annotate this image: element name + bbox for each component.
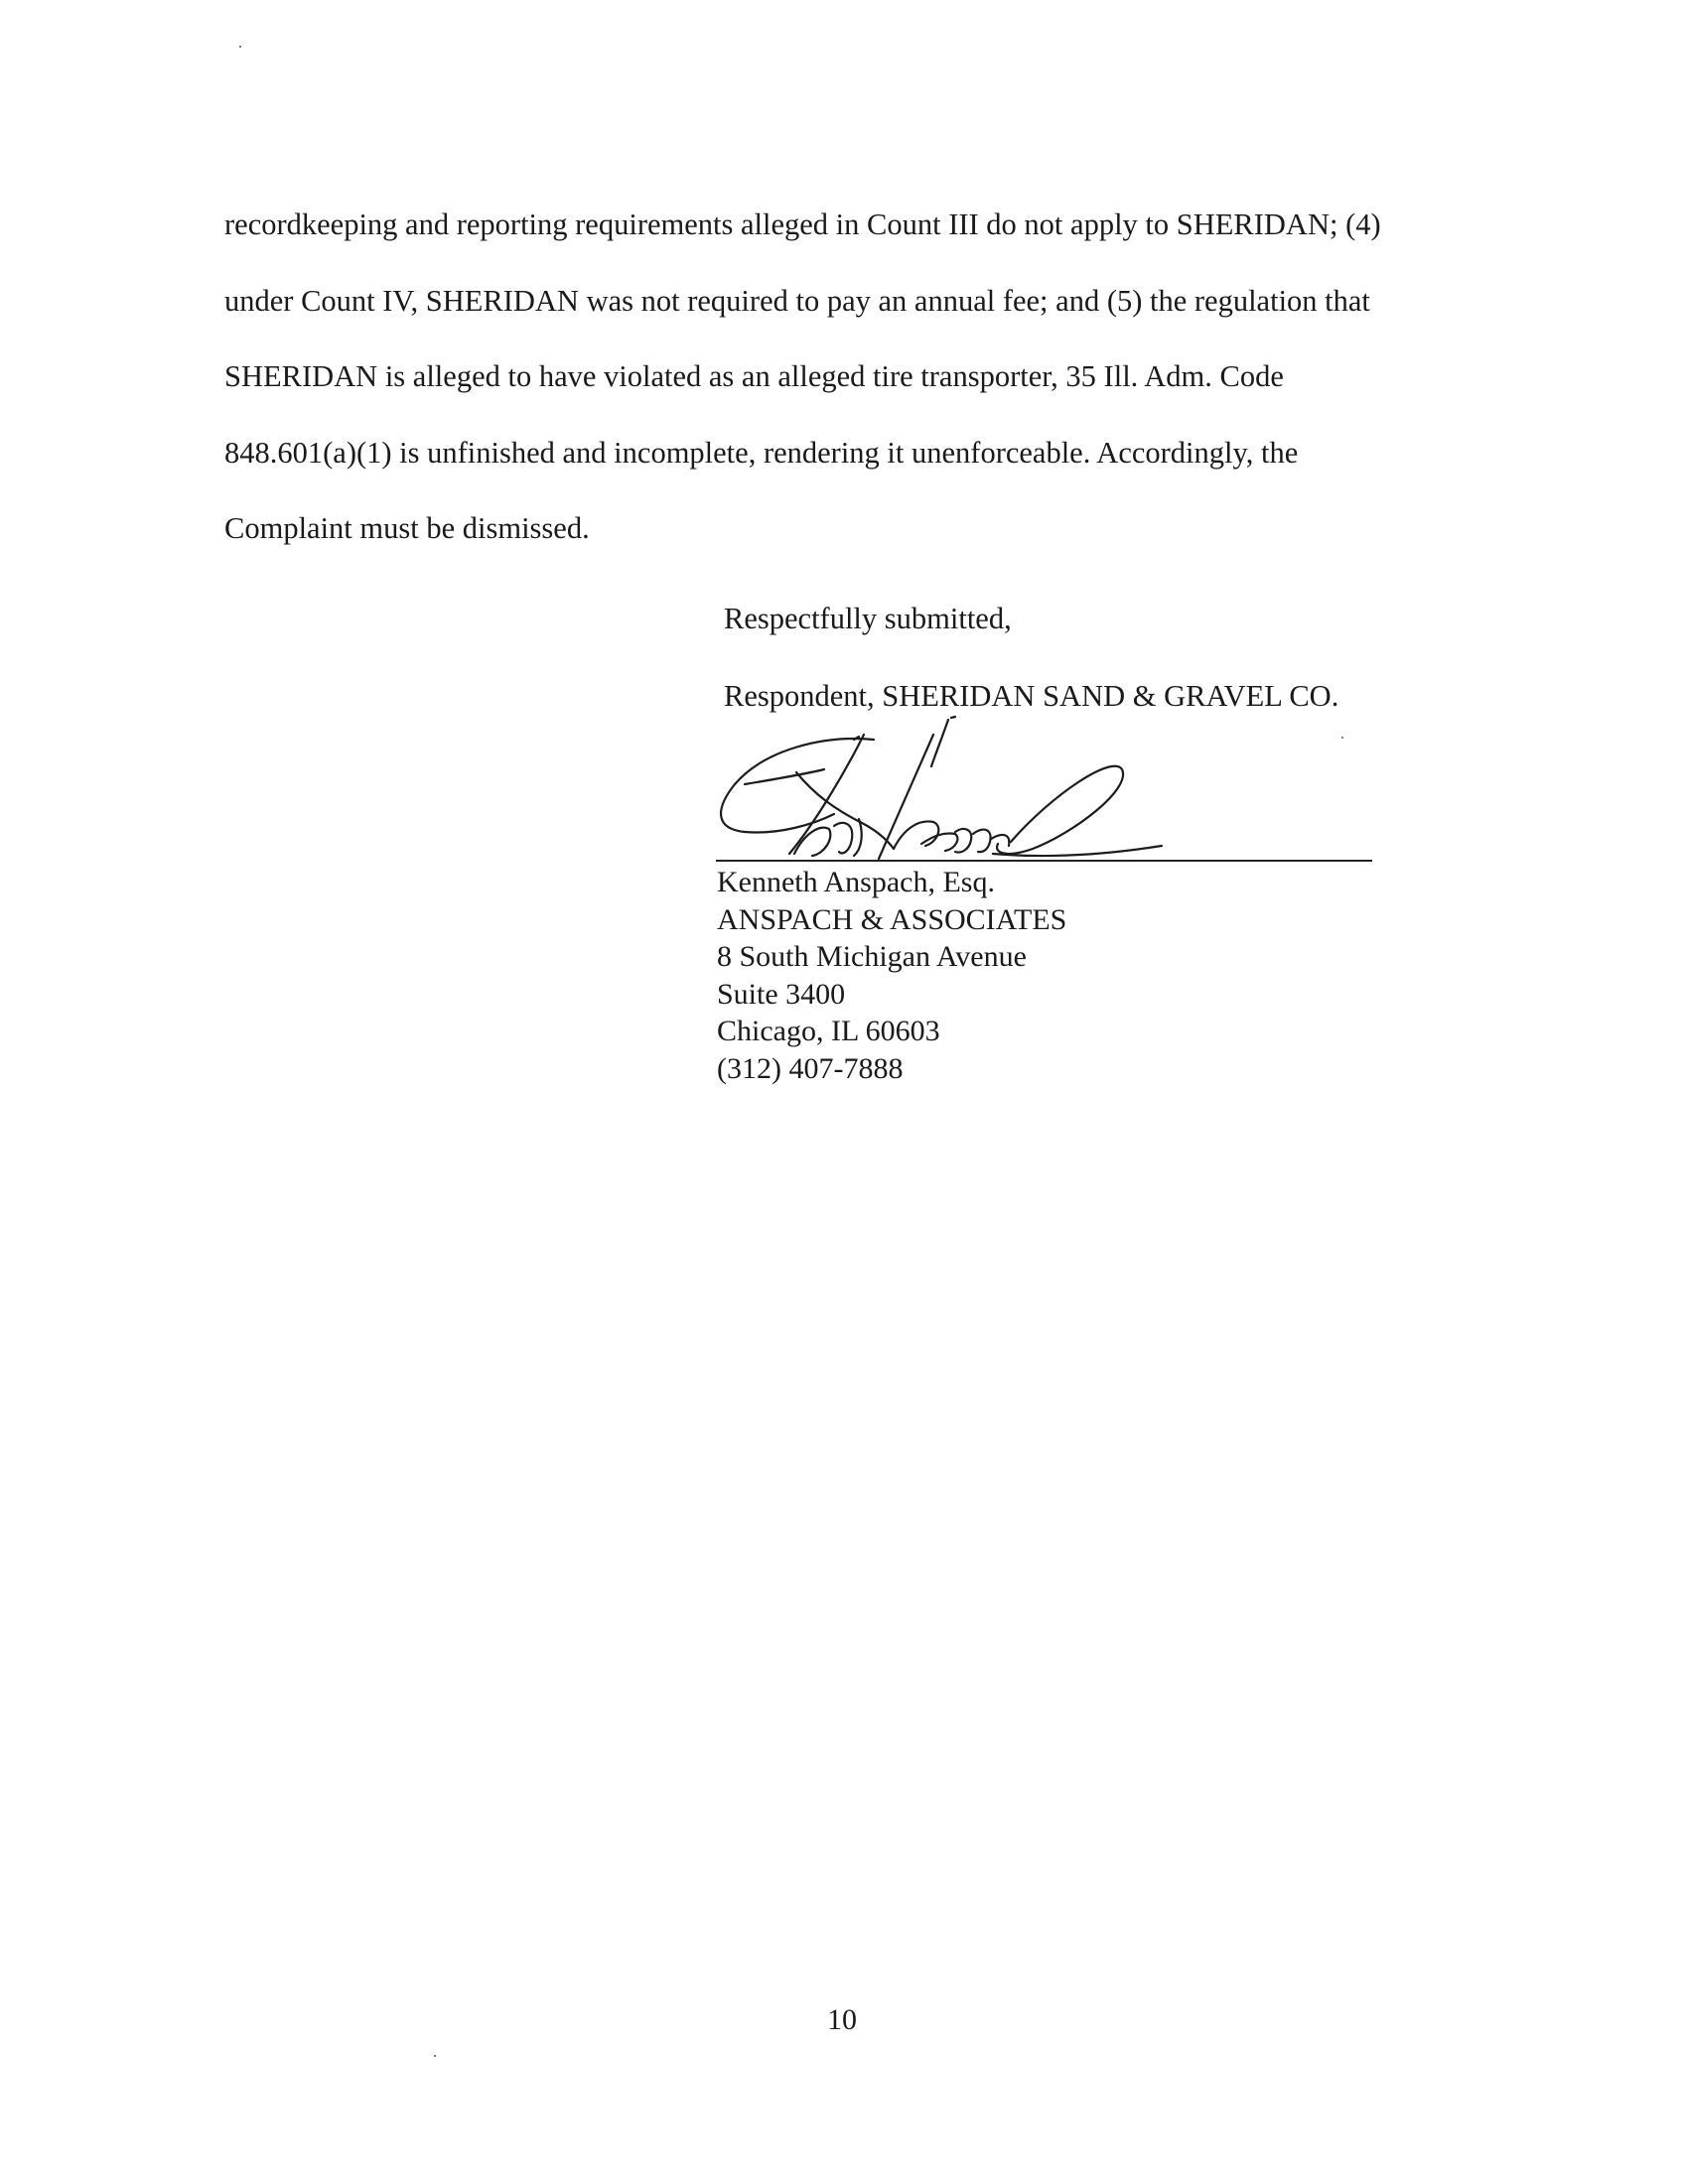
paragraph-line: SHERIDAN is alleged to have violated as an alleged tire transporter, 35 Ill. Adm. Code: [224, 359, 1284, 393]
handwritten-signature-icon: [695, 715, 1390, 884]
page-number: 10: [827, 2003, 857, 2036]
paragraph-line: Complaint must be dismissed.: [224, 511, 590, 545]
firm-name: ANSPACH & ASSOCIATES: [717, 902, 1067, 936]
phone-number: (312) 407-7888: [717, 1051, 904, 1085]
closing-salutation: Respectfully submitted,: [724, 602, 1012, 635]
respondent-line: Respondent, SHERIDAN SAND & GRAVEL CO.: [724, 679, 1339, 713]
paragraph-line: 848.601(a)(1) is unfinished and incomplete, rendering it unenforceable. Accordingly, the: [224, 435, 1299, 470]
city-state-zip: Chicago, IL 60603: [717, 1015, 940, 1047]
closing-paragraph: [224, 187, 1475, 567]
attorney-address-block: [717, 864, 1066, 1087]
scan-speck: [1341, 737, 1343, 739]
signature-line: [716, 860, 1372, 862]
scan-speck: [239, 46, 241, 48]
attorney-name: Kenneth Anspach, Esq.: [717, 866, 995, 898]
paragraph-line: under Count IV, SHERIDAN was not required to pay an annual fee; and (5) the regulation that: [224, 283, 1370, 318]
scan-speck: [434, 2055, 436, 2057]
suite-number: Suite 3400: [717, 977, 846, 1011]
paragraph-line: recordkeeping and reporting requirements alleged in Count III do not apply to SHERIDAN; (4): [224, 207, 1381, 241]
street-address: 8 South Michigan Avenue: [717, 940, 1027, 973]
